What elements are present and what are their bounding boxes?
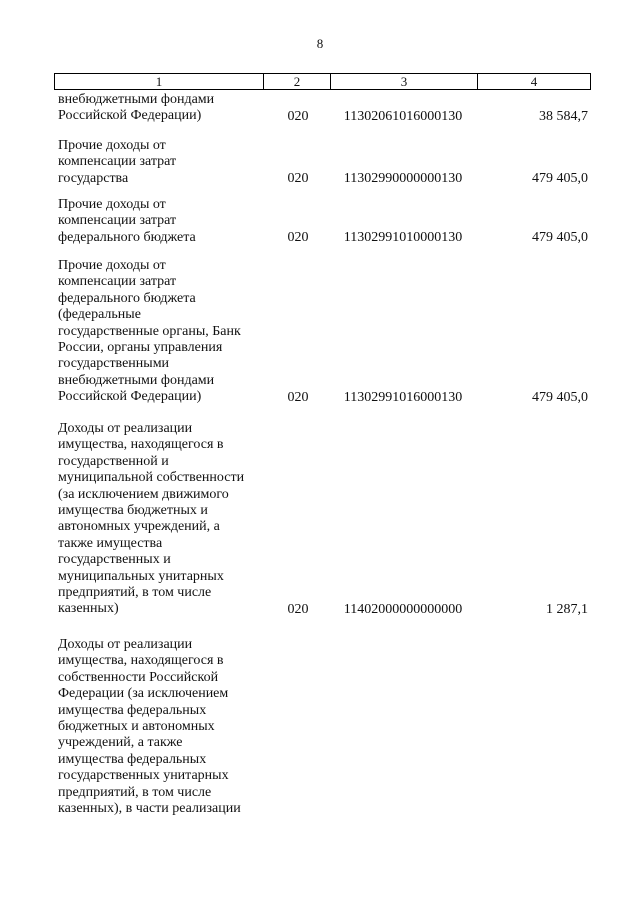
description-line: (за исключением движимого xyxy=(58,486,229,502)
description-line: внебюджетными фондами xyxy=(58,372,215,388)
description-line: Доходы от реализации xyxy=(58,637,193,652)
description-line: федерального бюджета xyxy=(58,290,196,306)
row-kbk: 11302061016000130 xyxy=(343,109,463,124)
description-line: государственные органы, Банк xyxy=(58,323,241,339)
description-line: компенсации затрат xyxy=(58,154,177,170)
row-code: 020 xyxy=(287,171,309,186)
description-line: учреждений, а также xyxy=(58,735,183,751)
description-line: муниципальных унитарных xyxy=(58,568,224,584)
row-code: 020 xyxy=(287,390,309,405)
description-line: Прочие доходы от xyxy=(58,258,166,273)
description-line: государственными xyxy=(58,356,170,372)
description-line: имущества, находящегося в xyxy=(58,653,224,669)
description-line: казенных) xyxy=(58,601,119,617)
description-line: государства xyxy=(58,170,129,186)
header-col-3: 3 xyxy=(331,74,478,90)
row-description xyxy=(58,421,254,618)
row-code: 020 xyxy=(287,602,309,617)
row-kbk: 11302991010000130 xyxy=(343,230,463,245)
row-description xyxy=(58,92,254,125)
description-line: государственных унитарных xyxy=(58,768,229,784)
description-line: имущества федеральных xyxy=(58,751,207,767)
description-line: Российской Федерации) xyxy=(58,389,202,405)
description-line: имущества федеральных xyxy=(58,702,207,718)
header-col-1: 1 xyxy=(55,74,264,90)
description-line: предприятий, в том числе xyxy=(58,585,212,601)
description-line: государственных и xyxy=(58,552,171,568)
description-line: компенсации затрат xyxy=(58,213,177,229)
row-amount: 479 405,0 xyxy=(532,390,588,405)
header-col-4: 4 xyxy=(478,74,591,90)
description-line: Доходы от реализации xyxy=(58,421,193,436)
header-col-2: 2 xyxy=(264,74,331,90)
description-line: муниципальной собственности xyxy=(58,470,245,486)
row-description xyxy=(58,197,254,246)
description-line: Федерации (за исключением xyxy=(58,686,229,702)
row-kbk: 11302991016000130 xyxy=(343,390,463,405)
description-line: федерального бюджета xyxy=(58,229,196,245)
description-line: бюджетных и автономных xyxy=(58,719,215,735)
description-line: казенных), в части реализации xyxy=(58,801,241,817)
row-code: 020 xyxy=(287,230,309,245)
column-header-table xyxy=(54,73,591,90)
description-line: компенсации затрат xyxy=(58,274,177,290)
description-line: собственности Российской xyxy=(58,669,219,685)
description-line: также имущества xyxy=(58,535,163,551)
row-amount: 1 287,1 xyxy=(546,602,588,617)
description-line: государственной и xyxy=(58,453,169,469)
row-amount: 479 405,0 xyxy=(532,230,588,245)
description-line: имущества, находящегося в xyxy=(58,437,224,453)
description-line: Российской Федерации) xyxy=(58,108,202,124)
description-line: Прочие доходы от xyxy=(58,197,166,212)
description-line: (федеральные xyxy=(58,307,141,323)
row-description xyxy=(58,138,254,187)
page-number: 8 xyxy=(316,36,324,51)
description-line: предприятий, в том числе xyxy=(58,784,212,800)
row-code: 020 xyxy=(287,109,309,124)
row-description xyxy=(58,258,254,406)
description-line: внебюджетными фондами xyxy=(58,92,215,107)
description-line: Прочие доходы от xyxy=(58,138,166,153)
row-description xyxy=(58,637,254,817)
description-line: автономных учреждений, а xyxy=(58,519,220,535)
row-kbk: 11402000000000000 xyxy=(343,602,463,617)
row-kbk: 11302990000000130 xyxy=(343,171,463,186)
description-line: России, органы управления xyxy=(58,340,223,356)
row-amount: 38 584,7 xyxy=(539,109,588,124)
description-line: имущества бюджетных и xyxy=(58,503,208,519)
row-amount: 479 405,0 xyxy=(532,171,588,186)
